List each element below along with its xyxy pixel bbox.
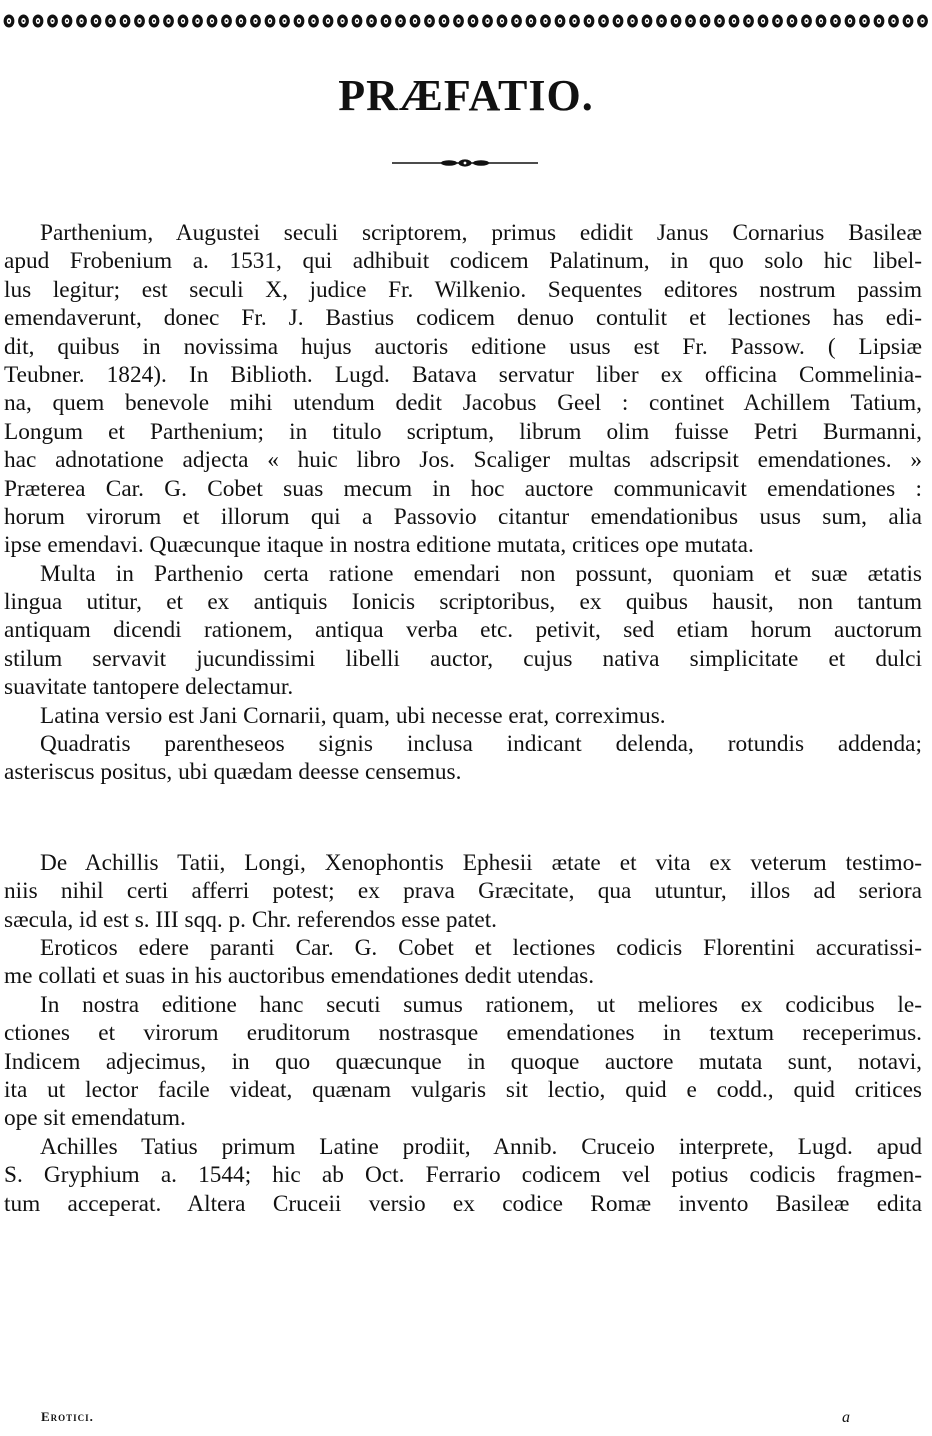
section-gap xyxy=(4,787,922,849)
text-line: me collati et suas in his auctoribus emendationes dedit utendas. xyxy=(4,963,595,990)
text-line: S. Gryphium a. 1544; hic ab Oct. Ferrario codicem vel potius codicis fragmen- xyxy=(4,1162,922,1189)
text-line: Achilles Tatius primum Latine prodiit, Annib. Cruceio interprete, Lugd. apud xyxy=(40,1133,922,1160)
text-line: ope sit emendatum. xyxy=(4,1105,186,1132)
text-line: horum virorum et illorum qui a Passovio citantur emendationibus usus sum, alia xyxy=(4,503,922,530)
text-line: tum acceperat. Altera Cruceii versio ex codice Romæ invento Basileæ edita xyxy=(4,1190,922,1217)
text-line: sæcula, id est s. III sqq. p. Chr. referendos esse patet. xyxy=(4,906,497,933)
decorative-rule xyxy=(392,156,538,170)
text-line: na, quem benevole mihi utendum dedit Jacobus Geel : continet Achillem Tatium, xyxy=(4,390,922,417)
text-line: In nostra editione hanc secuti sumus rationem, ut meliores ex codicibus le- xyxy=(40,991,922,1018)
text-line: lingua utitur, et ex antiquis Ionicis scriptoribus, ex quibus hausit, non tantum xyxy=(4,589,922,616)
gathering-mark: a xyxy=(842,1409,850,1426)
text-line: ctiones et virorum eruditorum nostrasque emendationes in textum receperimus. xyxy=(4,1020,922,1047)
text-line: Latina versio est Jani Cornarii, quam, ubi necesse erat, correximus. xyxy=(40,702,666,729)
paragraph xyxy=(4,849,922,934)
text-line: hac adnotatione adjecta « huic libro Jos. Scaliger multas adscripsit emendationes. » xyxy=(4,447,922,474)
ornamental-border xyxy=(2,10,930,32)
text-line: Parthenium, Augustei seculi scriptorem, primus edidit Janus Cornarius Basileæ xyxy=(40,220,922,246)
page-title: PRÆFATIO. xyxy=(338,71,594,120)
text-line: apud Frobenium a. 1531, qui adhibuit codicem Palatinum, in quo solo hic libel- xyxy=(4,248,922,275)
paragraph xyxy=(4,991,922,1133)
text-line: Præterea Car. G. Cobet suas mecum in hoc auctore communicavit emendationes : xyxy=(4,475,922,502)
paragraph xyxy=(4,934,922,991)
text-line: Multa in Parthenio certa ratione emendari non possunt, quoniam et suæ ætatis xyxy=(40,560,922,587)
text-line: De Achillis Tatii, Longi, Xenophontis Ephesii ætate et vita ex veterum testimo- xyxy=(40,849,922,876)
text-line: Indicem adjecimus, in quo quæcunque in quoque auctore mutata sunt, notavi, xyxy=(4,1048,922,1075)
text-line: niis nihil certi afferri potest; ex prava Græcitate, qua utuntur, illos ad seriora xyxy=(4,878,922,905)
text-line: Teubner. 1824). In Biblioth. Lugd. Batava servatur liber ex officina Commelinia- xyxy=(4,361,922,388)
text-line: Quadratis parentheseos signis inclusa indicant delenda, rotundis addenda; xyxy=(40,731,922,758)
text-line: ipse emendavi. Quæcunque itaque in nostra editione mutata, critices ope mutata. xyxy=(4,532,754,559)
preface-text xyxy=(0,219,922,1218)
text-line: Eroticos edere paranti Car. G. Cobet et lectiones codicis Florentini accuratissi- xyxy=(40,934,922,961)
text-line: antiquam dicendi rationem, antiqua verba etc. petivit, sed etiam horum auctorum xyxy=(4,617,922,644)
paragraph xyxy=(4,1133,922,1218)
text-line: lus legitur; est seculi X, judice Fr. Wilkenio. Sequentes editores nostrum passim xyxy=(4,276,922,303)
page-footer xyxy=(0,1407,932,1429)
paragraph xyxy=(4,219,922,560)
paragraph xyxy=(4,702,922,730)
text-line: emendaverunt, donec Fr. J. Bastius codicem denuo contulit et lectiones has edi- xyxy=(4,305,922,332)
text-line: asteriscus positus, ubi quædam deesse censemus. xyxy=(4,759,462,786)
text-line: dit, quibus in novissima hujus auctoris editione usus est Fr. Passow. ( Lipsiæ xyxy=(4,333,922,360)
paragraph xyxy=(4,560,922,702)
signature-mark: Erotici. xyxy=(41,1409,94,1424)
text-line: Longum et Parthenium; in titulo scriptum, librum olim fuisse Petri Burmanni, xyxy=(4,418,922,445)
text-line: ita ut lector facile videat, quænam vulgaris sit lectio, quid e codd., quid critices xyxy=(4,1076,922,1103)
text-line: stilum servavit jucundissimi libelli auctor, cujus nativa simplicitate et dulci xyxy=(4,645,922,672)
paragraph xyxy=(4,730,922,787)
text-line: suavitate tantopere delectamur. xyxy=(4,674,294,701)
